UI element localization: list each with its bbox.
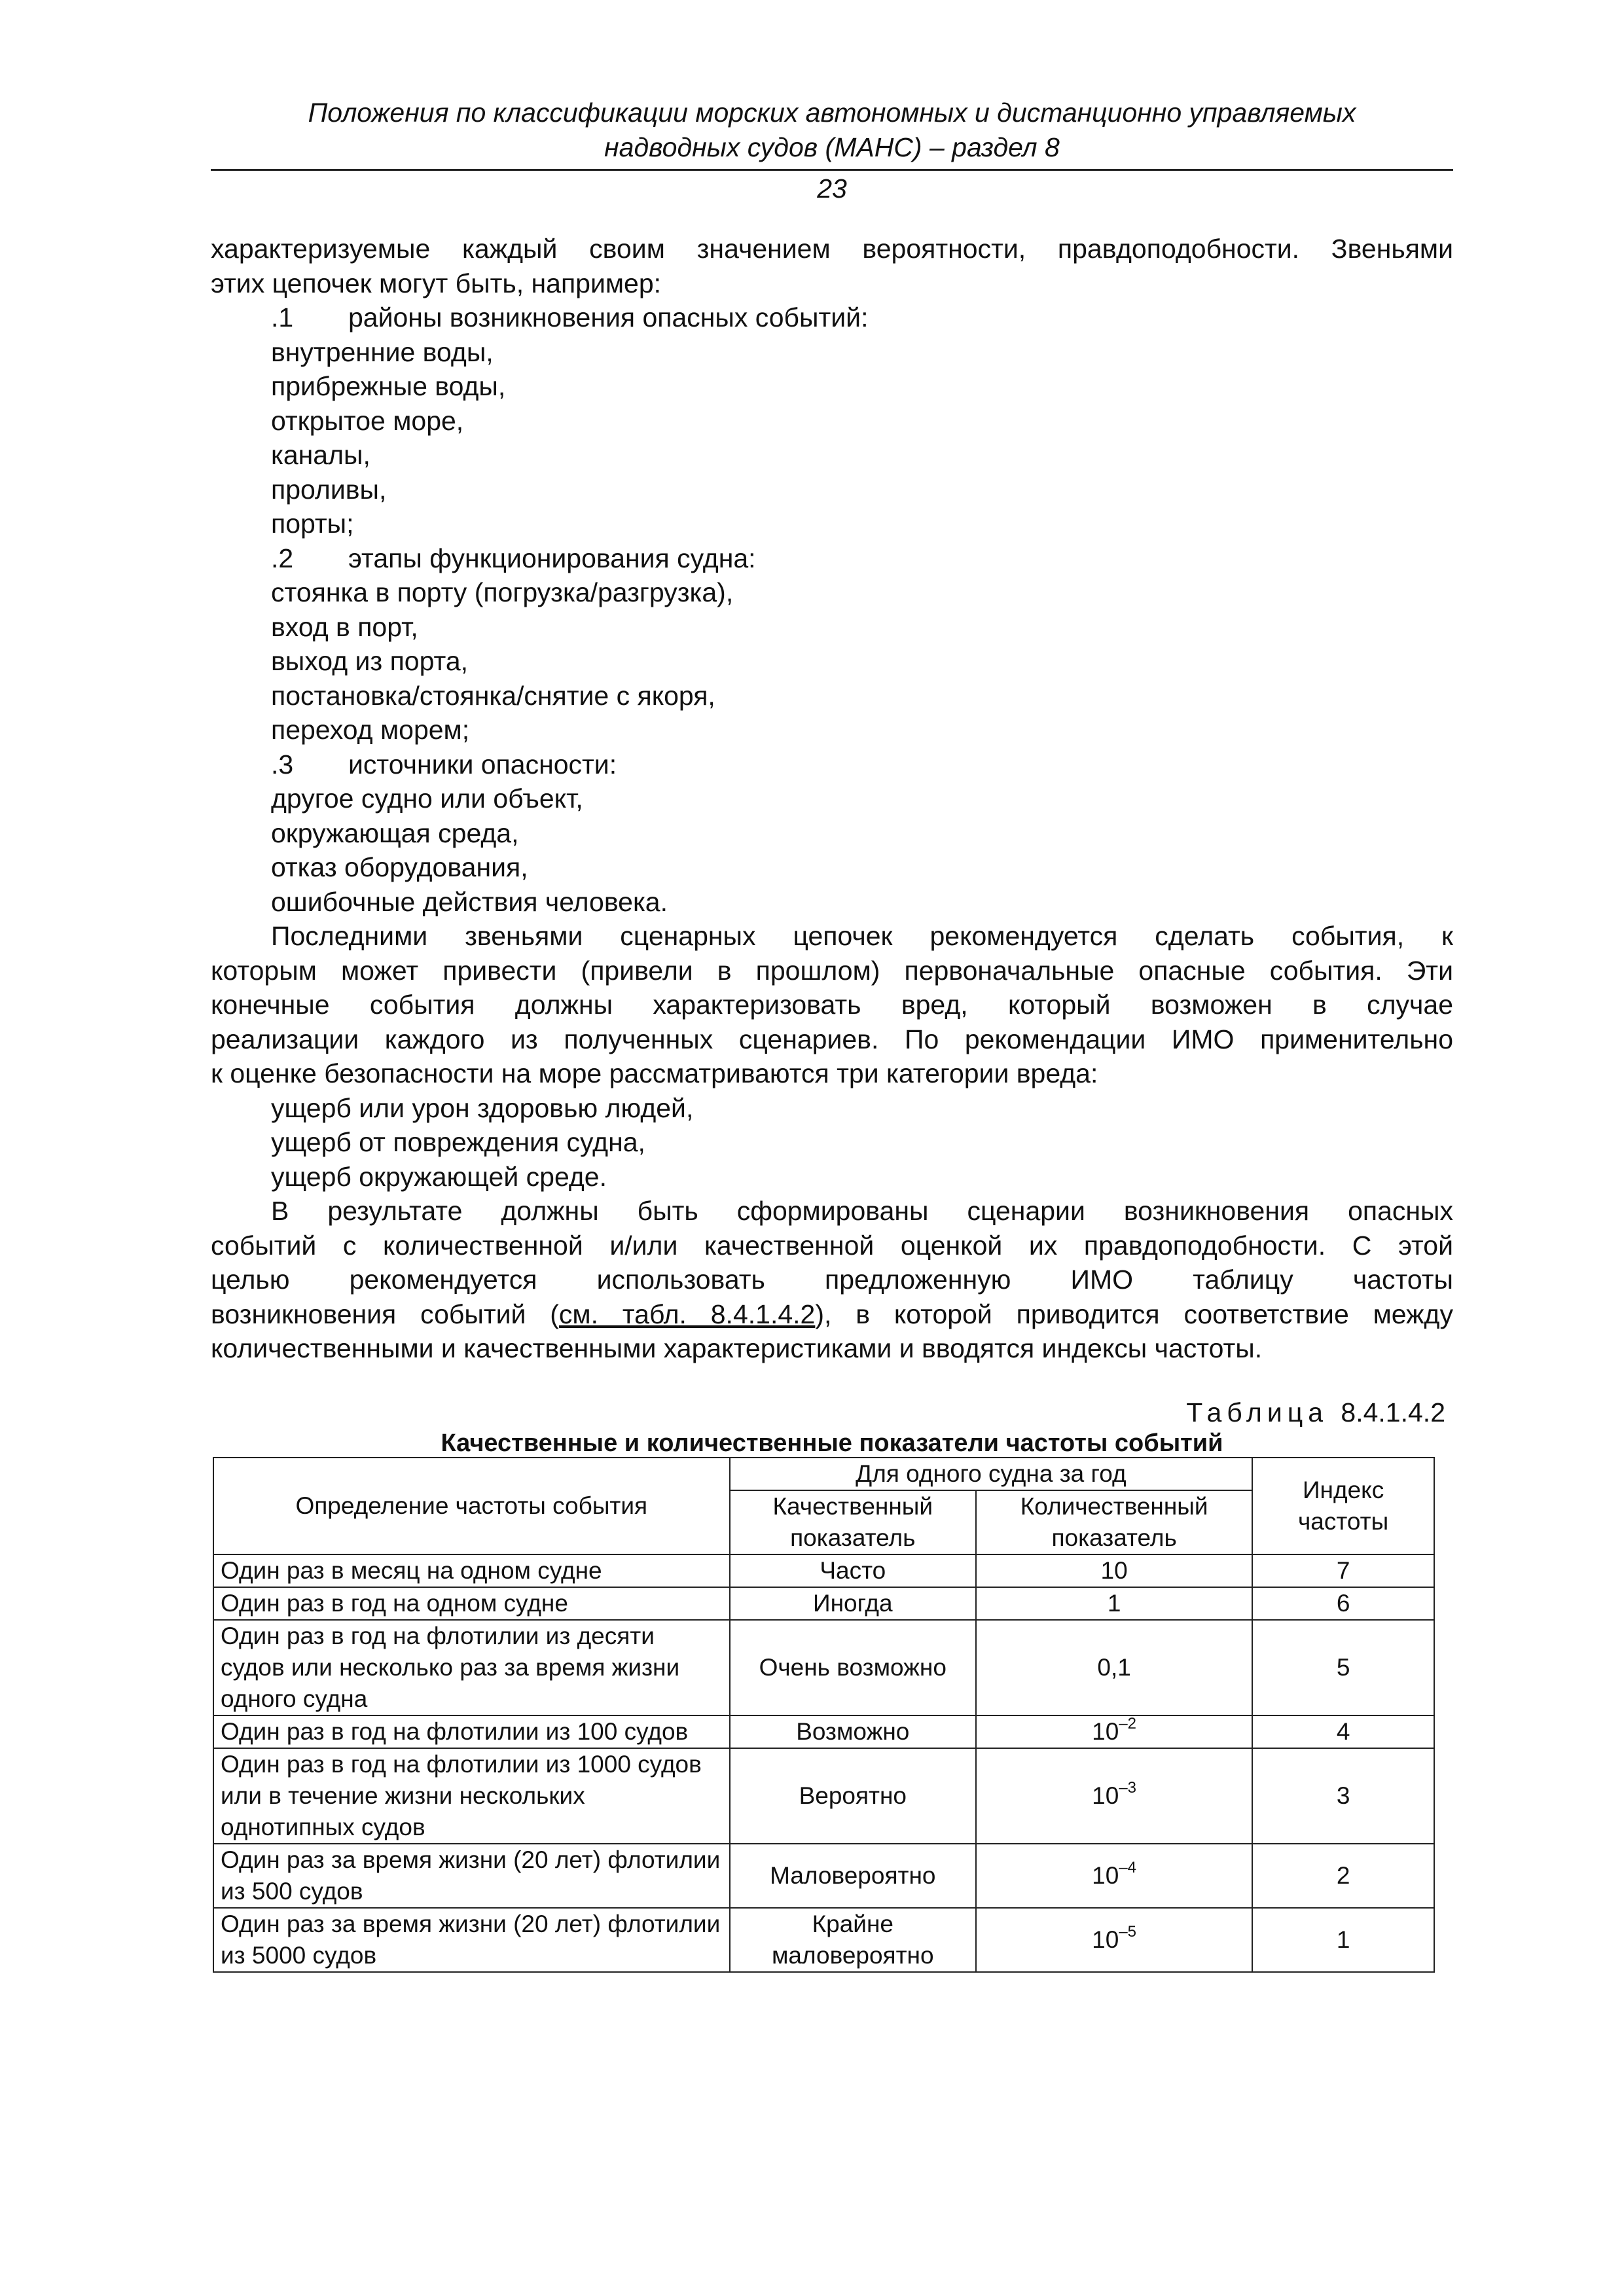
table-row xyxy=(213,1748,1434,1844)
group-heading-1 xyxy=(211,300,1453,335)
table-row xyxy=(213,1554,1434,1587)
frequency-table xyxy=(213,1457,1435,1973)
paragraph-line: В результате должны быть сформированы сценарии возникновения опасных xyxy=(271,1196,1453,1226)
list-item: постановка/стоянка/снятие с якоря, xyxy=(271,680,715,711)
table-row xyxy=(213,1908,1434,1972)
paragraph-line: Последними звеньями сценарных цепочек рекомендуется сделать события, к xyxy=(271,921,1453,951)
group-title: этапы функционирования судна: xyxy=(348,543,756,573)
cell-qualitative: Маловероятно xyxy=(730,1844,976,1908)
table-caption-digits: 8.4.1.4.2 xyxy=(1341,1397,1445,1427)
cell-definition: Один раз в год на флотилии из 100 судов xyxy=(213,1715,730,1748)
cell-qualitative: Возможно xyxy=(730,1715,976,1748)
list-item: другое судно или объект, xyxy=(271,783,583,814)
table-title: Качественные и количественные показатели частоты событий xyxy=(441,1429,1223,1457)
cell-quantitative xyxy=(976,1844,1252,1908)
text-segment: ), в которой приводится соответствие между xyxy=(815,1299,1453,1329)
group-heading-2 xyxy=(211,541,1453,576)
table-row xyxy=(213,1620,1434,1715)
header-qualitative: Качественный показатель xyxy=(730,1490,976,1554)
table-row xyxy=(213,1844,1434,1908)
header-definition: Определение частоты события xyxy=(213,1458,730,1554)
cell-quantitative xyxy=(976,1715,1252,1748)
list-item: стоянка в порту (погрузка/разгрузка), xyxy=(271,577,734,607)
paragraph-line: которым может привести (привели в прошлом) первоначальные опасные события. Эти xyxy=(211,955,1453,986)
header-line-1: Положения по классификации морских автономных и дистанционно управляемых xyxy=(308,98,1356,128)
cell-definition: Один раз за время жизни (20 лет) флотилии из 500 судов xyxy=(213,1844,730,1908)
cell-index: 3 xyxy=(1252,1748,1434,1844)
paragraph-line: количественными и качественными характеристиками и вводятся индексы частоты. xyxy=(211,1333,1263,1363)
harm-item: ущерб окружающей среде. xyxy=(271,1161,607,1192)
list-item: проливы, xyxy=(271,474,387,505)
cell-index: 5 xyxy=(1252,1620,1434,1715)
intro-line-1: характеризуемые каждый своим значением вероятности, правдоподобности. Звеньями xyxy=(211,234,1453,264)
cell-definition: Один раз за время жизни (20 лет) флотилии из 5000 судов xyxy=(213,1908,730,1972)
paragraph-line: реализации каждого из полученных сценариев. По рекомендации ИМО применительно xyxy=(211,1024,1453,1054)
cell-qualitative: Очень возможно xyxy=(730,1620,976,1715)
cell-quantitative xyxy=(976,1908,1252,1972)
paragraph-line: конечные события должны характеризовать вред, который возможен в случае xyxy=(211,990,1453,1020)
quant-base: 1 xyxy=(1107,1590,1121,1617)
cell-qualitative: Иногда xyxy=(730,1587,976,1620)
group-title: районы возникновения опасных событий: xyxy=(348,302,869,332)
group-number: .1 xyxy=(271,302,294,332)
list-item: каналы, xyxy=(271,440,370,470)
group-heading-3 xyxy=(211,747,1453,782)
cell-definition: Один раз в месяц на одном судне xyxy=(213,1554,730,1587)
list-item: переход морем; xyxy=(271,715,470,745)
quant-base: 10 xyxy=(1100,1557,1128,1584)
list-item: ошибочные действия человека. xyxy=(271,886,668,917)
cell-index: 7 xyxy=(1252,1554,1434,1587)
cell-index: 6 xyxy=(1252,1587,1434,1620)
group-title: источники опасности: xyxy=(348,749,617,780)
harm-item: ущерб или урон здоровью людей, xyxy=(271,1092,694,1123)
list-item: отказ оборудования, xyxy=(271,852,528,882)
page-number: 23 xyxy=(817,173,847,204)
quant-exponent: –5 xyxy=(1119,1922,1137,1941)
cell-qualitative: Часто xyxy=(730,1554,976,1587)
paragraph-line: к оценке безопасности на море рассматриваются три категории вреда: xyxy=(211,1058,1098,1088)
cell-index: 4 xyxy=(1252,1715,1434,1748)
header-divider xyxy=(211,169,1453,171)
header-line-2: надводных судов (МАНС) – раздел 8 xyxy=(604,132,1060,162)
cell-definition: Один раз в год на одном судне xyxy=(213,1587,730,1620)
cell-quantitative xyxy=(976,1620,1252,1715)
running-header xyxy=(211,96,1453,165)
quant-base: 10 xyxy=(1092,1782,1119,1809)
quant-exponent: –4 xyxy=(1119,1858,1137,1876)
cell-qualitative: Крайне маловероятно xyxy=(730,1908,976,1972)
quant-exponent: –3 xyxy=(1119,1778,1137,1797)
table-row xyxy=(213,1715,1434,1748)
list-item: выход из порта, xyxy=(271,646,469,676)
list-item: прибрежные воды, xyxy=(271,371,506,401)
cell-index: 1 xyxy=(1252,1908,1434,1972)
list-item: порты; xyxy=(271,509,354,539)
quant-exponent: –2 xyxy=(1119,1714,1137,1732)
table-reference-link[interactable]: см. табл. 8.4.1.4.2 xyxy=(558,1299,816,1329)
paragraph-line: целью рекомендуется использовать предложенную ИМО таблицу частоты xyxy=(211,1265,1453,1295)
cell-definition: Один раз в год на флотилии из десяти судов или несколько раз за время жизни одного судна xyxy=(213,1620,730,1715)
header-quantitative: Количественный показатель xyxy=(976,1490,1252,1554)
harm-item: ущерб от повреждения судна, xyxy=(271,1127,645,1157)
list-item: вход в порт, xyxy=(271,611,418,642)
header-index: Индекс частоты xyxy=(1252,1458,1434,1554)
cell-qualitative: Вероятно xyxy=(730,1748,976,1844)
cell-definition: Один раз в год на флотилии из 1000 судов или в течение жизни нескольких однотипных судов xyxy=(213,1748,730,1844)
cell-quantitative xyxy=(976,1554,1252,1587)
header-per-ship: Для одного судна за год xyxy=(730,1458,1253,1490)
quant-base: 0,1 xyxy=(1097,1654,1131,1681)
body-text xyxy=(211,232,1453,1366)
cell-quantitative xyxy=(976,1748,1252,1844)
list-item: открытое море, xyxy=(271,405,464,436)
cell-quantitative xyxy=(976,1587,1252,1620)
table-caption-number xyxy=(211,1395,1445,1429)
quant-base: 10 xyxy=(1092,1718,1119,1745)
list-item: окружающая среда, xyxy=(271,817,519,848)
table-row xyxy=(213,1587,1434,1620)
group-number: .3 xyxy=(271,749,294,780)
text-segment: возникновения событий ( xyxy=(211,1299,559,1329)
list-item: внутренние воды, xyxy=(271,336,494,367)
cell-index: 2 xyxy=(1252,1844,1434,1908)
group-number: .2 xyxy=(271,543,294,573)
intro-line-2: этих цепочек могут быть, например: xyxy=(211,268,662,298)
table-caption-word: Таблица xyxy=(1186,1397,1329,1427)
paragraph-line: событий с количественной и/или качественной оценкой их правдоподобности. С этой xyxy=(211,1230,1453,1261)
paragraph-line-with-link xyxy=(211,1297,1453,1332)
quant-base: 10 xyxy=(1092,1862,1119,1889)
quant-base: 10 xyxy=(1092,1926,1119,1953)
